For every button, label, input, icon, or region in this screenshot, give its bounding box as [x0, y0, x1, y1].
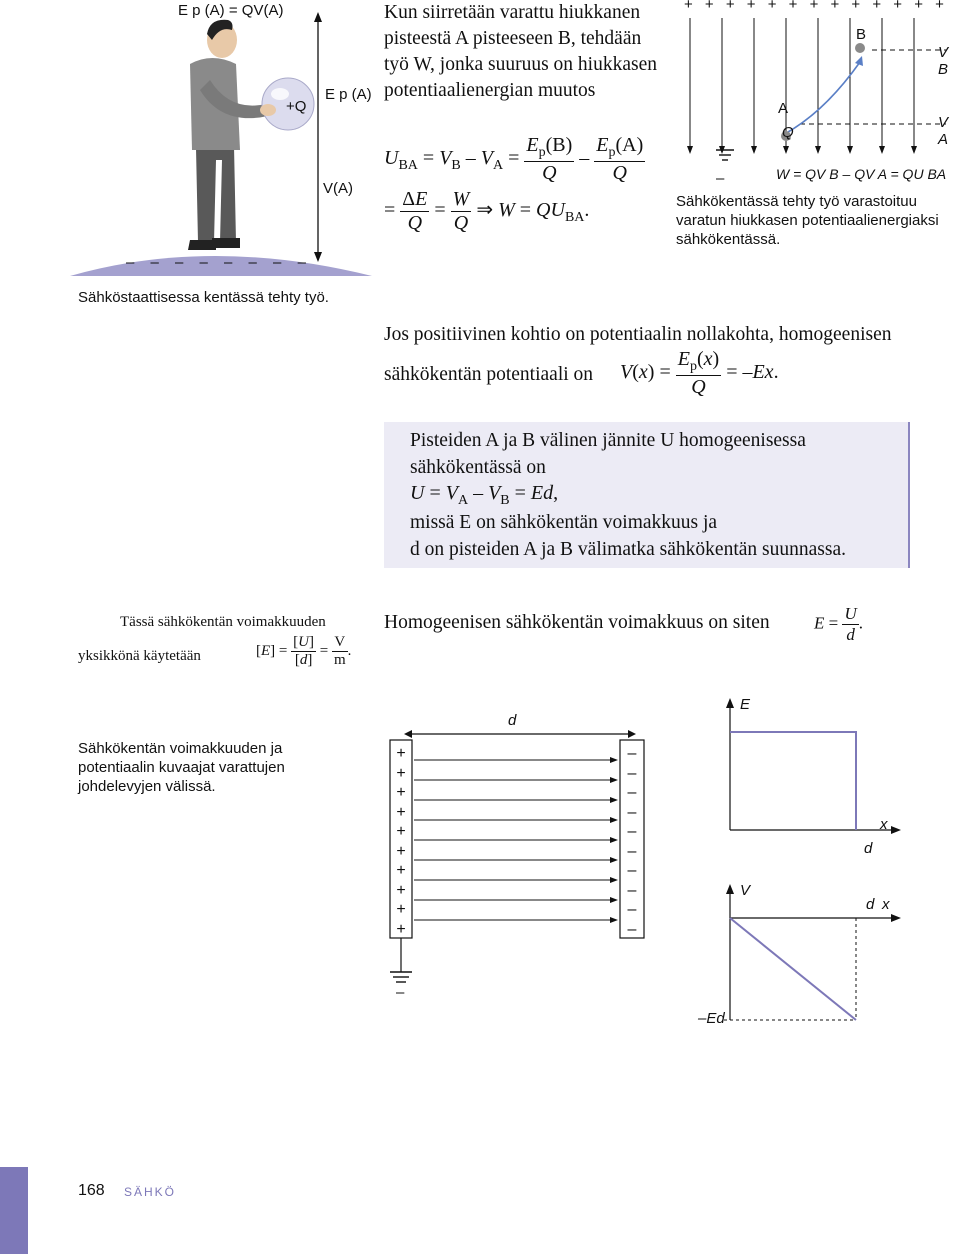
- positive-plate-signs: [393, 744, 409, 939]
- figure1-caption: Sähköstaattisessa kentässä tehty työ.: [78, 289, 329, 306]
- potential-line1: Jos positiivinen kohtio on potentiaalin nollakohta, homogeenisen: [384, 324, 892, 345]
- ground-signs: – – – – – – – –: [126, 254, 312, 271]
- equation-uba: $U_{BA} = V_B - V_A$ = $\frac{E_p(B)}{Q}$ – $\frac{E_p(A)}{Q}$: [384, 134, 644, 184]
- v-graph-dlabel: d: [866, 896, 875, 913]
- figure3-caption: Sähkökentän voimakkuuden ja potentiaalin kuvaajat varattujen johdelevyjen välissä.: [78, 740, 285, 795]
- unit-note-line2: yksikkönä käytetään: [78, 648, 201, 664]
- minus-sign: –: [627, 823, 637, 840]
- infobox-line2: sähkökentässä on: [410, 457, 546, 478]
- e-graph-ylabel: E: [740, 696, 751, 713]
- minus-sign: –: [627, 862, 637, 879]
- label-va: V A: [938, 114, 949, 148]
- plus-sign: +: [396, 842, 406, 860]
- section-name: SÄHKÖ: [124, 1185, 177, 1199]
- minus-sign: –: [627, 784, 637, 801]
- plus-sign: +: [396, 784, 406, 801]
- v-graph-ylabel: V: [740, 882, 751, 899]
- plus-row: + + + + + + + + + + + + +: [684, 0, 948, 13]
- unit-note-line1: Tässä sähkökentän voimakkuuden: [120, 614, 326, 630]
- e-graph-xlabel: x: [880, 816, 888, 833]
- unit-note-equation: [E] = $\frac{[U]}{[d]}$ = $\frac{V}{m}$ .: [256, 634, 352, 668]
- e-graph-dlabel: d: [864, 840, 873, 857]
- minus-sign: –: [627, 803, 637, 821]
- infobox-line1: Pisteiden A ja B välinen jännite U homogeenisessa: [410, 430, 806, 451]
- label-ep-qv: E p (A) = QV(A): [178, 2, 284, 19]
- v-graph-xlabel: x: [882, 896, 890, 913]
- sidebar-tab: [0, 1167, 28, 1254]
- figure2-caption: Sähkökentässä tehty työ varastoituu varatun hiukkasen potentiaalienergiaksi sähkökentässä.: [676, 193, 939, 248]
- plus-sign: +: [396, 901, 406, 918]
- plus-sign: +: [396, 803, 406, 821]
- v-graph-bottom-label: –Ed: [698, 1010, 725, 1027]
- strength-equation: E = $\frac{U}{d}$ .: [814, 604, 864, 644]
- plate-distance-label: d: [508, 712, 517, 729]
- label-v: V(A): [323, 180, 353, 197]
- equation-work: = $\frac{\Delta E}{Q}$ = $\frac{W}{Q}$ ⇒ $W = QU_{BA}$.: [384, 188, 590, 234]
- ground-minus-sign: –: [396, 984, 405, 1001]
- plus-sign: +: [396, 862, 406, 879]
- page-number: 168: [78, 1182, 105, 1199]
- minus-sign: –: [627, 901, 637, 918]
- infobox-equation: $U = V_A - V_B = Ed$,: [410, 482, 559, 508]
- minus-sign: –: [627, 881, 637, 899]
- label-charge: +Q: [286, 98, 307, 115]
- graphs-e-v: [690, 690, 960, 1040]
- label-point-b: B: [856, 26, 867, 43]
- plates-svg: [380, 700, 660, 1000]
- plus-sign: +: [396, 920, 406, 938]
- label-charge-q: Q: [782, 124, 794, 141]
- figure-field-svg: [676, 0, 960, 190]
- plus-sign: +: [396, 745, 406, 762]
- figure-plates: [380, 700, 660, 1000]
- intro-paragraph: Kun siirretään varattu hiukkanen pisteestä A pisteeseen B, tehdään työ W, jonka suuruus on hiukkasen potentiaalienergian muutos: [384, 2, 657, 101]
- figure-field-work: [676, 0, 960, 190]
- infobox-line4: missä E on sähkökentän voimakkuus ja: [410, 512, 718, 533]
- minus-sign: –: [627, 920, 637, 938]
- plus-sign: +: [396, 764, 406, 782]
- minus-sign: –: [627, 745, 637, 762]
- label-point-a: A: [778, 100, 789, 117]
- work-equation: W = QV B – QV A = QU BA: [776, 166, 947, 182]
- potential-line2: sähkökentän potentiaali on: [384, 364, 594, 385]
- graphs-svg: [690, 690, 960, 1040]
- label-ep: E p (A): [325, 86, 372, 103]
- minus-sign: –: [627, 842, 637, 860]
- infobox-line5: d on pisteiden A ja B välimatka sähkökentän suunnassa.: [410, 539, 846, 560]
- figure-person-svg: [0, 0, 380, 285]
- plus-sign: +: [396, 881, 406, 899]
- potential-equation: V(x) = $\frac{E_p(x)}{Q}$ = –Ex.: [620, 348, 779, 398]
- minus-sign: –: [627, 764, 637, 782]
- label-vb: V B: [938, 44, 949, 78]
- ground-minus: –: [716, 170, 725, 187]
- negative-plate-signs: [624, 744, 640, 939]
- figure-person-charge: [0, 0, 380, 285]
- plus-sign: +: [396, 823, 406, 840]
- strength-text: Homogeenisen sähkökentän voimakkuus on siten: [384, 612, 770, 633]
